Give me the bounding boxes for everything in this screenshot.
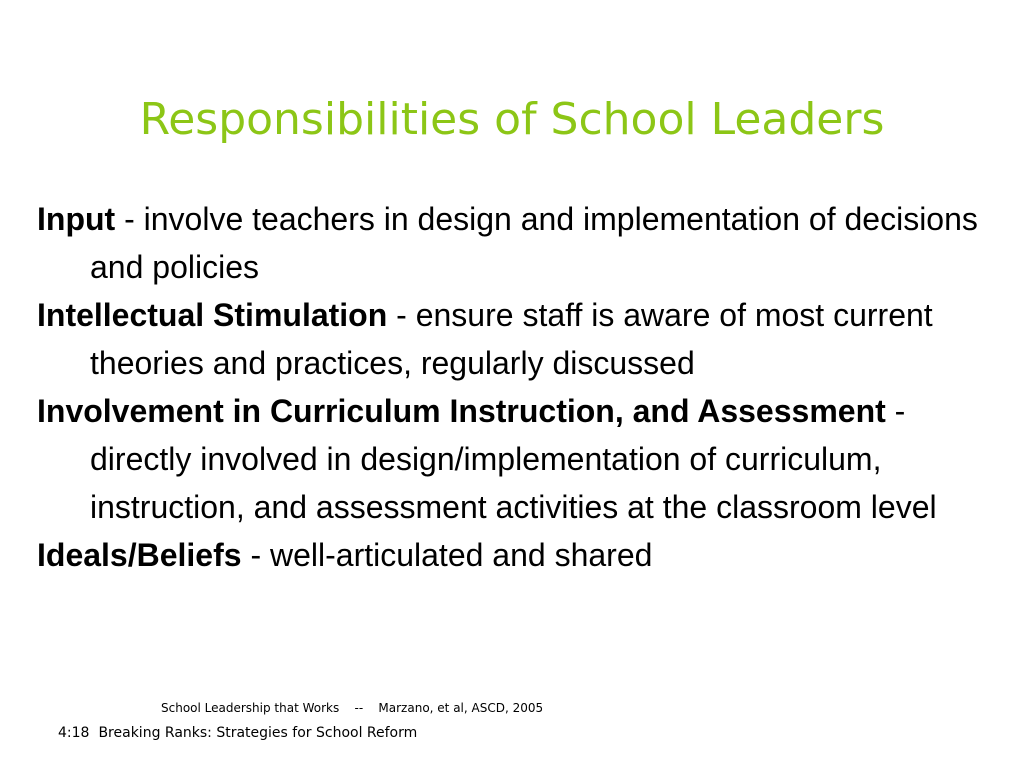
source-citation: School Leadership that Works -- Marzano, et al, ASCD, 2005 [161,701,544,715]
slide-title: Responsibilities of School Leaders [139,94,885,145]
slide-number: 4:18 [58,725,90,741]
list-item-input [37,195,997,291]
list-item-intellectual-stimulation [37,291,997,387]
item-term: Intellectual Stimulation [37,297,388,333]
slide-footer [58,724,417,742]
list-item-ideals-beliefs [37,531,997,579]
item-term: Ideals/Beliefs [37,537,242,573]
item-description: - involve teachers in design and implementation of decisions and policies [90,201,978,285]
item-description: - well-articulated and shared [241,537,653,573]
list-item-involvement [37,387,997,531]
responsibilities-list [37,195,997,579]
item-term: Involvement in Curriculum Instruction, and Assessment [37,393,886,429]
footer-text: Breaking Ranks: Strategies for School Reform [98,725,418,741]
item-term: Input [37,201,116,237]
item-description: - ensure staff is aware of most current theories and practices, regularly discussed [90,297,933,381]
item-description: - directly involved in design/implementation of curriculum, instruction, and assessment activities at the classroom level [90,393,937,525]
